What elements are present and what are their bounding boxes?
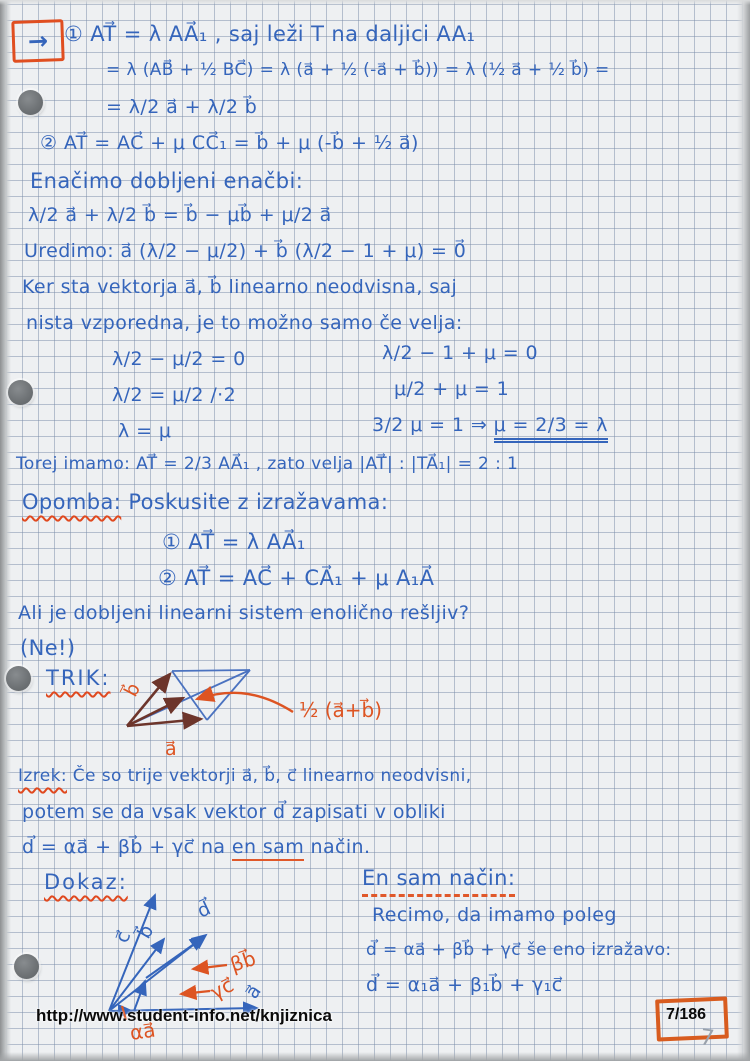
highlight-arrow-box: [11, 19, 64, 63]
punch-hole-2: [8, 380, 33, 405]
opomba-line: [22, 490, 388, 514]
dokaz-label: Dokaz:: [44, 870, 128, 894]
ensam-line-1: Recimo, da imamo poleg: [372, 904, 617, 926]
note-line-1: ① AT⃗ = λ AA⃗₁ , saj leži T na daljici AA₁: [64, 22, 476, 46]
izrek-formula: d⃗ = αa⃗ + βb⃗ + γc⃗ na: [22, 836, 232, 858]
izrek-nacin: način.: [304, 836, 371, 858]
ensam-line-2: d⃗ = αa⃗ + βb⃗ + γc⃗ še eno izražavo:: [366, 940, 672, 960]
punch-hole-3: [6, 666, 31, 691]
dokaz-vector-a-label: a⃗: [241, 980, 266, 1003]
note-line-8: Ker sta vektorja a⃗, b⃗ linearno neodvisna, saj: [22, 276, 458, 298]
note-line-5: Enačimo dobljeni enačbi:: [30, 169, 304, 193]
note-eq-1: ① AT⃗ = λ AA⃗₁: [162, 530, 306, 554]
izrek-en-sam-underlined: en sam: [232, 836, 304, 861]
dokaz-gamma-c-label: γc⃗: [206, 972, 238, 1005]
opomba-label: Opomba:: [22, 490, 122, 514]
half-diagonal-pointer-arrow: [197, 693, 293, 712]
dokaz-alpha-a-label: αa⃗: [128, 1017, 157, 1045]
eq-lambda-one-mu: λ/2 − 1 + μ = 0: [382, 342, 538, 364]
punch-hole-4: [14, 954, 39, 979]
eq-half-times-two: λ/2 = μ/2 /·2: [112, 384, 237, 406]
eq-solution-result: μ = 2/3 = λ: [494, 414, 608, 443]
trik-label: TRIK:: [46, 666, 111, 690]
conclusion-line: Torej imamo: AT⃗ = 2/3 AA⃗₁ , zato velja |AT⃗| : |TA⃗₁| = 2 : 1: [16, 454, 519, 474]
scan-edge-top: [0, 0, 750, 5]
note-line-3: = λ/2 a⃗ + λ/2 b⃗: [106, 96, 258, 118]
izrek-line-3: [22, 836, 370, 858]
ensam-line-3: d⃗ = α₁a⃗ + β₁b⃗ + γ₁c⃗: [366, 974, 563, 996]
opomba-text: Poskusite z izražavama:: [121, 490, 389, 514]
dokaz-vector-diagram: [85, 882, 385, 1057]
punch-hole-1: [18, 90, 43, 115]
trik-half-sum-label: ½ (a⃗+b⃗): [299, 698, 383, 722]
note-line-2: = λ (AB⃗ + ½ BC⃗) = λ (a⃗ + ½ (-a⃗ + b⃗)) = λ (½ a⃗ + ½ b⃗) =: [106, 60, 610, 80]
trik-parallelogram-diagram: [95, 652, 465, 772]
izrek-label: Izrek:: [18, 766, 67, 786]
page-number: 7/186: [666, 1006, 707, 1023]
note-line-9: nista vzporedna, je to možno samo če velja:: [26, 312, 463, 334]
eq-lambda-mu-zero: λ/2 − μ/2 = 0: [112, 348, 246, 370]
eq-lambda-equals-mu: λ = μ: [118, 420, 172, 442]
dokaz-vector-c-label: c⃗: [111, 928, 136, 946]
dokaz-vector-d-label: d⃗: [193, 897, 215, 923]
note-line-7: Uredimo: a⃗ (λ/2 − μ/2) + b⃗ (λ/2 − 1 + μ) = 0⃗: [24, 240, 467, 262]
source-url-overlay: http://www.student-info.net/knjiznica: [36, 1006, 332, 1025]
dokaz-vector-b-label: b⃗: [133, 921, 159, 943]
dokaz-beta-b-label: βb⃗: [227, 946, 259, 977]
pencil-page-mark: 7: [698, 1025, 716, 1052]
note-line-6: λ/2 a⃗ + λ/2 b⃗ = b⃗ − μb⃗ + μ/2 a⃗: [28, 204, 332, 226]
note-eq-2: ② AT⃗ = AC⃗ + CA⃗₁ + μ A₁A⃗: [158, 566, 435, 590]
note-line-4: ② AT⃗ = AC⃗ + μ CC⃗₁ = b⃗ + μ (-b⃗ + ½ a⃗): [40, 132, 419, 154]
izrek-text: Če so trije vektorji a⃗, b⃗, c⃗ linearno neodvisni,: [66, 766, 472, 786]
trik-vector-a-label: a⃗: [165, 738, 177, 760]
answer-line: (Ne!): [20, 636, 76, 660]
question-line: Ali je dobljeni linearni sistem enolično rešljiv?: [18, 602, 470, 624]
eq-solution-pre: 3/2 μ = 1 ⇒: [372, 414, 494, 436]
ensam-title: [362, 866, 515, 890]
scan-edge-right: [737, 0, 750, 1061]
scan-edge-left: [0, 0, 11, 1061]
izrek-line-2: potem se da vsak vektor d⃗ zapisati v obliki: [22, 801, 446, 823]
eq-mu-half-plus-mu: μ/2 + μ = 1: [394, 378, 510, 400]
trik-vector-b-label: b⃗: [119, 679, 146, 701]
ensam-title-text: En sam način:: [362, 866, 515, 897]
eq-solution: [372, 414, 608, 436]
izrek-line: [18, 766, 472, 786]
arrow-icon: →: [27, 26, 49, 56]
